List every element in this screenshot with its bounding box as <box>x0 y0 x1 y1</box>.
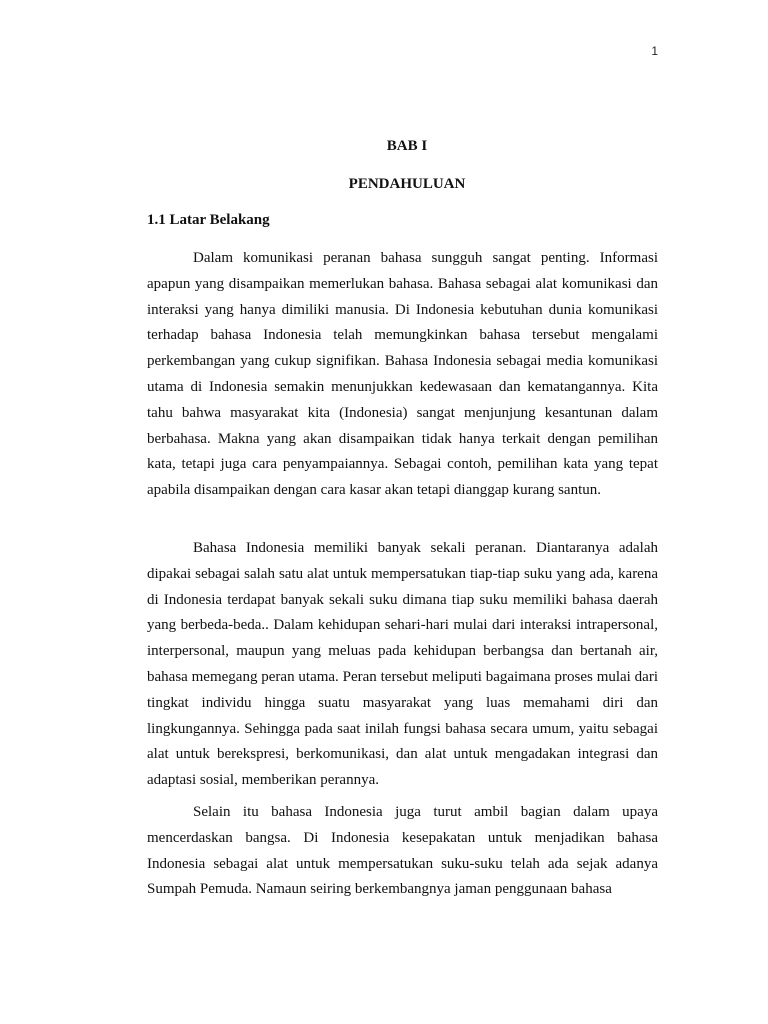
section-heading: 1.1 Latar Belakang <box>147 212 270 228</box>
chapter-title: PENDAHULUAN <box>348 176 466 192</box>
body-paragraph-1 <box>147 246 658 515</box>
chapter-label: BAB I <box>386 138 428 154</box>
paragraph-text: Bahasa Indonesia memiliki banyak sekali peranan. Diantaranya adalah dipakai sebagai salah satu alat untuk mempersatukan tiap-tiap suku yang ada, karena di Indonesia terdapat banyak sekali suku dimana tiap suku memiliki bahasa daerah yang berbeda-beda.. Dalam kehidupan sehari-hari mulai dari interaksi intrapersonal, interpersonal, maupun yang meluas pada kehidupan berbangsa dan bertanah air, bahasa memegang peran utama. Peran tersebut meliputi bagaimana proses mulai dari tingkat individu hingga suatu masyarakat yang luas memahami diri dan lingkungannya. Sehingga pada saat inilah fungsi bahasa secara umum, yaitu sebagai alat untuk berekspresi, berkomunikasi, dan alat untuk mengadakan integrasi dan adaptasi sosial, memberikan perannya. <box>147 540 658 789</box>
paragraph-text: Selain itu bahasa Indonesia juga turut ambil bagian dalam upaya mencerdaskan bangsa. Di Indonesia kesepakatan untuk menjadikan bahasa Indonesia sebagai alat untuk mempersatukan suku-suku telah ada sejak adanya Sumpah Pemuda. Namaun seiring berkembangnya jaman penggunaan bahasa <box>147 804 658 898</box>
body-paragraph-2 <box>147 536 658 805</box>
body-paragraph-3 <box>147 800 658 914</box>
paragraph-text: Dalam komunikasi peranan bahasa sungguh sangat penting. Informasi apapun yang disampaikan memerlukan bahasa. Bahasa sebagai alat komunikasi dan interaksi yang hanya dimiliki manusia. Di Indonesia kebutuhan dunia komunikasi terhadap bahasa Indonesia telah memungkinkan bahasa tersebut mengalami perkembangan yang cukup signifikan. Bahasa Indonesia sebagai media komunikasi utama di Indonesia semakin menunjukkan kedewasaan dan kematangannya. Kita tahu bahwa masyarakat kita (Indonesia) sangat menjunjung kesantunan dalam berbahasa. Makna yang akan disampaikan tidak hanya terkait dengan pemilihan kata, tetapi juga cara penyampaiannya. Sebagai contoh, pemilihan kata yang tepat apabila disampaikan dengan cara kasar akan tetapi dianggap kurang santun. <box>147 250 658 499</box>
page-number: 1 <box>651 44 658 58</box>
